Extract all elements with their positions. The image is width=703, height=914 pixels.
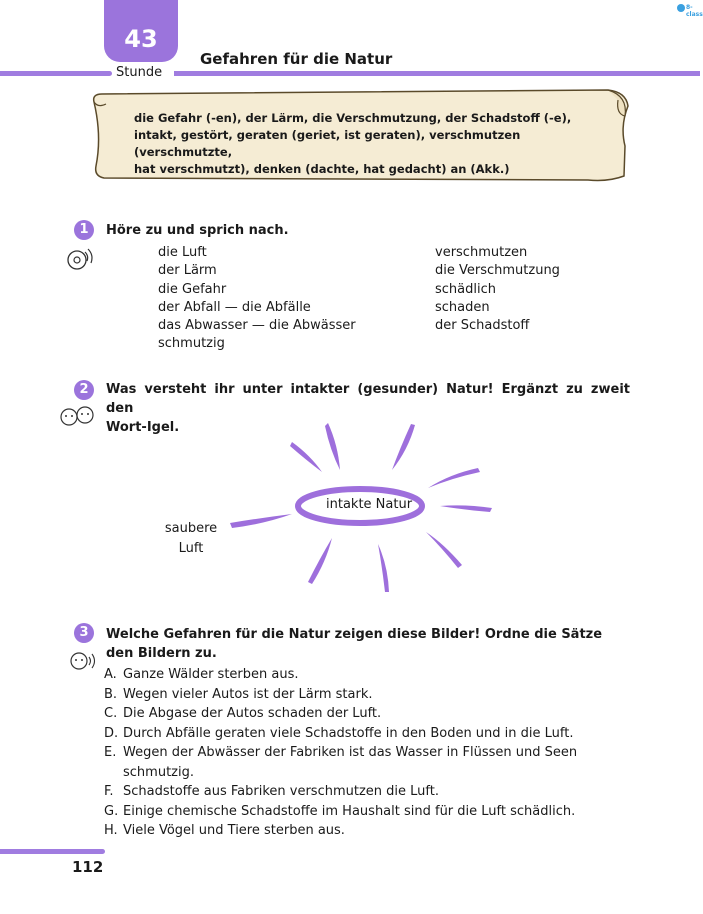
item-letter: G. — [104, 803, 119, 819]
list-item — [104, 724, 634, 744]
item-text: Die Abgase der Autos schaden der Luft. — [123, 706, 382, 721]
task3-sentence-list — [104, 665, 634, 841]
vocab-word: die Verschmutzung — [435, 263, 560, 279]
ray — [428, 468, 480, 488]
ray — [378, 544, 389, 592]
example-line2: Luft — [178, 541, 204, 556]
vocab-word: schaden — [435, 299, 490, 315]
task2-title-line2: Wort-Igel. — [106, 420, 180, 435]
list-item — [104, 821, 634, 841]
hedgehog-center-label: intakte Natur — [326, 497, 413, 512]
task1-title: Höre zu und sprich nach. — [106, 223, 289, 238]
list-item — [104, 802, 634, 822]
item-text: Wegen der Abwässer der Fabriken ist das Wasser in Flüssen und Seen — [123, 745, 578, 760]
hedgehog-example — [164, 519, 218, 559]
task-number-1: 1 — [74, 220, 94, 240]
cd-audio-icon — [66, 246, 96, 272]
ray — [426, 532, 462, 568]
vocab-word: schmutzig — [158, 336, 225, 352]
vocab-line: hat verschmutzt), denken (dachte, hat gedacht) an (Akk.) — [134, 162, 510, 176]
vocab-word: verschmutzen — [435, 245, 528, 260]
list-item — [104, 743, 634, 782]
item-letter: A. — [104, 667, 117, 682]
list-item — [104, 685, 634, 705]
item-letter: F. — [104, 784, 114, 799]
vocab-word: schädlich — [435, 281, 496, 297]
lesson-number-tab: 43 — [104, 0, 178, 62]
item-text: Einige chemische Schadstoffe im Haushalt sind für die Luft schädlich. — [123, 803, 576, 819]
vocab-word: die Luft — [158, 245, 207, 260]
ray — [325, 423, 340, 470]
task1-left-column — [158, 244, 356, 354]
vocab-word: der Abfall — die Abfälle — [158, 299, 311, 315]
vocab-word: der Schadstoff — [435, 318, 530, 334]
ray — [392, 424, 415, 470]
item-text: Durch Abfälle geraten viele Schadstoffe in den Boden und in die Luft. — [123, 725, 574, 741]
ray — [308, 538, 332, 584]
item-text: Viele Vögel und Tiere sterben aus. — [123, 823, 345, 838]
vocab-word: die Gefahr — [158, 281, 227, 297]
ray — [230, 514, 292, 528]
item-letter: E. — [104, 745, 117, 760]
vocab-word: das Abwasser — die Abwässer — [158, 318, 356, 334]
task-number-2: 2 — [74, 380, 94, 400]
header-rule-left — [0, 71, 112, 76]
task3-title-line1: Welche Gefahren für die Natur zeigen diese Bilder! Ordne die Sätze — [106, 627, 603, 642]
list-item — [104, 704, 634, 724]
task-number-3: 3 — [74, 623, 94, 643]
item-letter: B. — [104, 686, 118, 702]
header-rule-right — [174, 71, 700, 76]
vocab-list — [134, 110, 604, 178]
example-line1: saubere — [164, 521, 218, 536]
speaking-icon — [68, 649, 98, 673]
logo-text: 8-class — [686, 4, 703, 18]
item-text: Wegen vieler Autos ist der Lärm stark. — [123, 686, 373, 702]
footer-rule — [0, 849, 105, 854]
item-letter: C. — [104, 706, 118, 721]
vocab-line: intakt, gestört, geraten (geriet, ist geraten), verschmutzen (verschmutzte, — [134, 128, 521, 159]
ray — [440, 505, 492, 512]
page-number: 112 — [72, 858, 104, 876]
pair-work-icon — [58, 404, 98, 430]
ray — [290, 442, 322, 472]
item-letter: D. — [104, 725, 119, 741]
list-item — [104, 665, 634, 685]
item-text: Schadstoffe aus Fabriken verschmutzen die Luft. — [123, 784, 439, 799]
corner-logo — [676, 2, 703, 18]
list-item — [104, 782, 634, 802]
vocab-line: die Gefahr (-en), der Lärm, die Verschmutzung, der Schadstoff (-e), — [134, 111, 572, 125]
item-text: Ganze Wälder sterben aus. — [123, 667, 299, 682]
item-text-continued: schmutzig. — [123, 764, 194, 780]
task2-title-line1: Was versteht ihr unter intakter (gesunder) Natur! Ergänzt zu zweit den — [106, 382, 630, 416]
task1-right-column — [435, 244, 560, 335]
vocab-word: der Lärm — [158, 263, 217, 279]
task3-title-line2: den Bildern zu. — [106, 646, 217, 661]
task3-title — [106, 625, 630, 663]
page-title: Gefahren für die Natur — [200, 50, 393, 68]
lesson-label: Stunde — [116, 65, 163, 80]
item-letter: H. — [104, 823, 118, 838]
